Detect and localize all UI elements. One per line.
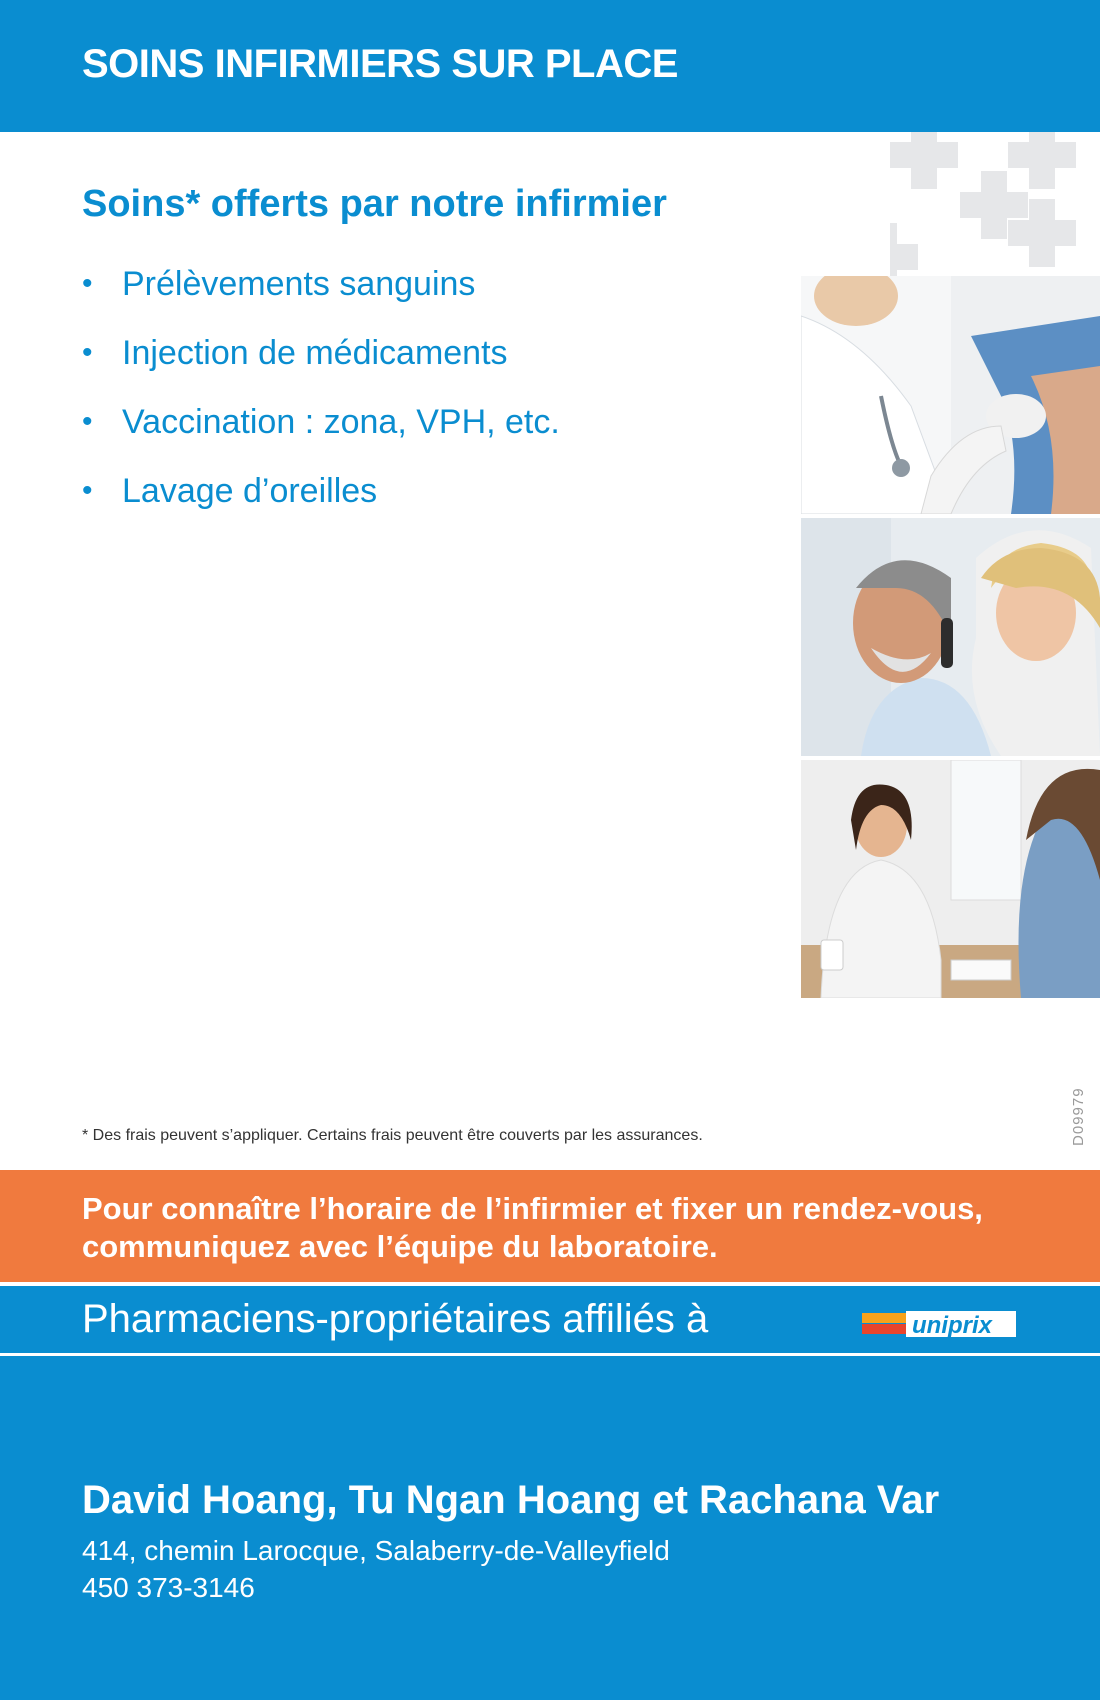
bullet-icon: • bbox=[82, 405, 93, 438]
cta-line: Pour connaître l’horaire de l’infirmier et fixer un rendez-vous, bbox=[82, 1191, 983, 1226]
affiliation-text: Pharmaciens-propriétaires affiliés à bbox=[82, 1297, 709, 1341]
service-label: Prélèvements sanguins bbox=[122, 265, 476, 303]
bullet-icon: • bbox=[82, 267, 93, 300]
uniprix-logo bbox=[862, 1307, 1016, 1345]
list-item bbox=[82, 469, 560, 538]
divider bbox=[0, 1283, 1100, 1286]
section-title: Soins* offerts par notre infirmier bbox=[82, 183, 667, 225]
header-banner bbox=[0, 0, 1100, 132]
address: 414, chemin Larocque, Salaberry-de-Valleyfield bbox=[82, 1535, 670, 1566]
svg-text:uniprix: uniprix bbox=[912, 1312, 993, 1339]
ear-examination-photo bbox=[801, 518, 1100, 756]
bullet-icon: • bbox=[82, 474, 93, 507]
footnote: * Des frais peuvent s’appliquer. Certains frais peuvent être couverts par les assurances. bbox=[82, 1127, 703, 1144]
service-label: Injection de médicaments bbox=[122, 334, 508, 372]
list-item bbox=[82, 262, 560, 331]
owners-names: David Hoang, Tu Ngan Hoang et Rachana Var bbox=[82, 1478, 940, 1522]
consultation-photo bbox=[801, 760, 1100, 998]
bullet-icon: • bbox=[82, 336, 93, 369]
service-label: Lavage d’oreilles bbox=[122, 472, 378, 510]
list-item bbox=[82, 331, 560, 400]
service-label: Vaccination : zona, VPH, etc. bbox=[122, 403, 560, 441]
page-title: SOINS INFIRMIERS SUR PLACE bbox=[82, 42, 678, 86]
phone-number: 450 373-3146 bbox=[82, 1572, 255, 1603]
services-list bbox=[82, 262, 560, 538]
nurse-giving-injection-photo bbox=[801, 276, 1100, 514]
cta-text bbox=[82, 1190, 1042, 1266]
list-item bbox=[82, 400, 560, 469]
contact-section bbox=[0, 1356, 1100, 1700]
document-code: D09979 bbox=[1070, 1087, 1087, 1146]
cta-line: communiquez avec l’équipe du laboratoire. bbox=[82, 1229, 718, 1264]
decorative-crosses bbox=[890, 132, 1100, 277]
